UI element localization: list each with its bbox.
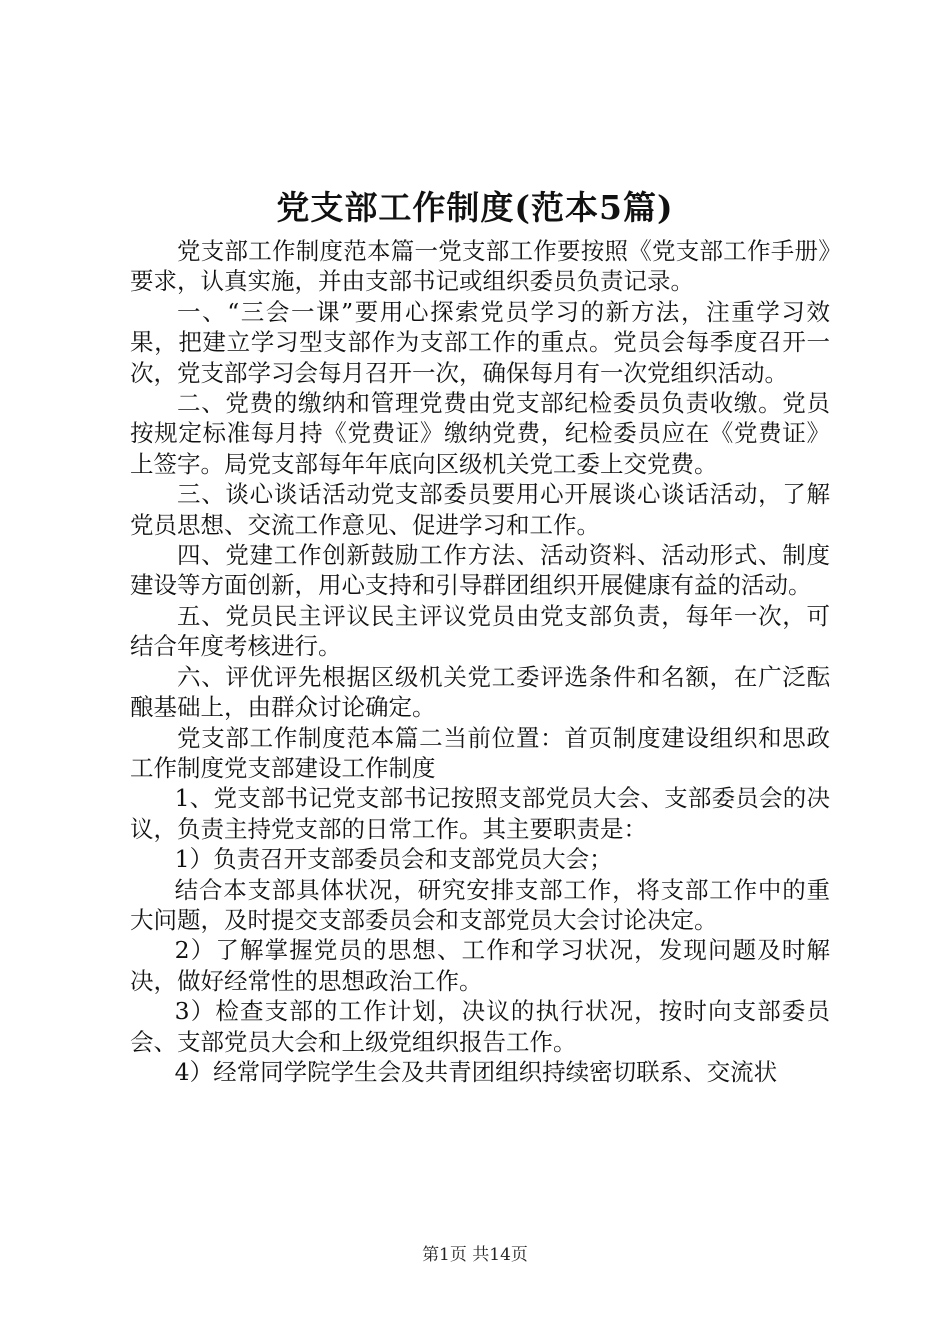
paragraph: 3）检查支部的工作计划，决议的执行状况，按时向支部委员会、支部党员大会和上级党组织报告工作。 — [130, 997, 830, 1056]
paragraph: 结合本支部具体状况，研究安排支部工作，将支部工作中的重大问题，及时提交支部委员会和支部党员大会讨论决定。 — [130, 875, 830, 934]
document-title: 党支部工作制度(范本5篇) — [276, 188, 674, 227]
page-number-footer: 第1页 共14页 — [422, 1245, 528, 1265]
paragraph: 党支部工作制度范本篇二当前位置：首页制度建设组织和思政工作制度党支部建设工作制度 — [130, 723, 830, 782]
paragraph: 二、党费的缴纳和管理党费由党支部纪检委员负责收缴。党员按规定标准每月持《党费证》缴纳党费，纪检委员应在《党费证》上签字。局党支部每年年底向区级机关党工委上交党费。 — [130, 389, 830, 478]
paragraph: 三、谈心谈话活动党支部委员要用心开展谈心谈话活动，了解党员思想、交流工作意见、促进学习和工作。 — [130, 480, 830, 539]
paragraph: 五、党员民主评议民主评议党员由党支部负责，每年一次，可结合年度考核进行。 — [130, 601, 830, 661]
paragraph: 2）了解掌握党员的思想、工作和学习状况，发现问题及时解决，做好经常性的思想政治工作。 — [130, 936, 830, 995]
paragraph: 四、党建工作创新鼓励工作方法、活动资料、活动形式、制度建设等方面创新，用心支持和引导群团组织开展健康有益的活动。 — [130, 541, 830, 600]
document-body — [130, 236, 830, 1087]
paragraph: 一、“三会一课”要用心探索党员学习的新方法，注重学习效果，把建立学习型支部作为支部工作的重点。党员会每季度召开一次，党支部学习会每月召开一次，确保每月有一次党组织活动。 — [130, 297, 830, 387]
paragraph: 六、评优评先根据区级机关党工委评选条件和名额，在广泛酝酿基础上，由群众讨论确定。 — [130, 662, 830, 722]
paragraph: 4）经常同学院学生会及共青团组织持续密切联系、交流状 — [174, 1057, 778, 1086]
paragraph: 1、党支部书记党支部书记按照支部党员大会、支部委员会的决议，负责主持党支部的日常工作。其主要职责是： — [130, 784, 830, 843]
paragraph: 党支部工作制度范本篇一党支部工作要按照《党支部工作手册》要求，认真实施，并由支部书记或组织委员负责记录。 — [130, 237, 830, 296]
paragraph: 1）负责召开支部委员会和支部党员大会； — [174, 845, 613, 874]
